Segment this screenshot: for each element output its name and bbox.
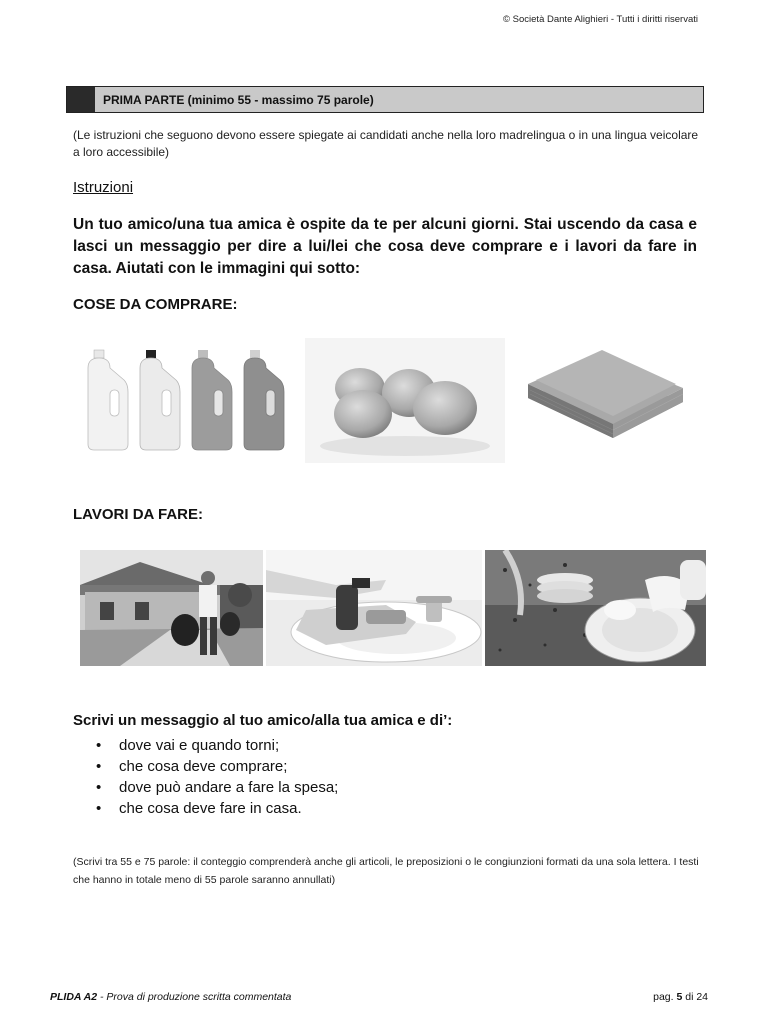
word-count-note: (Scrivi tra 55 e 75 parole: il conteggio comprenderà anche gli articoli, le preposizioni o le congiunzioni formati da una sola lettera. I testi che hanno in totale meno di 55 parole saranno annullati) <box>73 856 699 886</box>
exam-subtitle: - Prova di produzione scritta commentata <box>97 991 292 1003</box>
list-item: • che cosa deve comprare; <box>96 756 338 777</box>
section-header <box>66 86 704 113</box>
section-marker <box>67 87 95 112</box>
detergent-bottles-image <box>80 340 290 455</box>
list-item: • dove vai e quando torni; <box>96 735 338 756</box>
task-list <box>96 735 338 819</box>
task-prompt: Un tuo amico/una tua amica è ospite da te per alcuni giorni. Stai uscendo da casa e lasci un messaggio per dire a lui/lei che cosa deve comprare e i lavori da fare in casa. Aiutati con le immagini qui sotto: <box>73 216 697 277</box>
chores-heading: LAVORI DA FARE: <box>73 506 203 523</box>
copyright-notice: © Società Dante Alighieri - Tutti i diritti riservati <box>503 14 698 25</box>
list-item: • dove può andare a fare la spesa; <box>96 777 338 798</box>
instructions-label: Istruzioni <box>73 179 134 196</box>
exam-name: PLIDA A2 <box>50 991 98 1003</box>
footer-title <box>50 991 291 1003</box>
page-total: di 24 <box>682 991 708 1003</box>
trash-chore-image <box>80 550 263 666</box>
page-prefix: pag. <box>653 991 677 1003</box>
dishes-chore-image <box>485 550 706 666</box>
instructions-note: (Le istruzioni che seguono devono essere spiegate ai candidati anche nella loro madrelingua o in una lingua veicolare a loro accessibile) <box>73 128 699 159</box>
page-number <box>653 991 708 1003</box>
list-item: • che cosa deve fare in casa. <box>96 798 338 819</box>
shopping-heading: COSE DA COMPRARE: <box>73 296 238 313</box>
page-current: 5 <box>676 991 683 1003</box>
task-title: Scrivi un messaggio al tuo amico/alla tua amica e di’: <box>73 712 453 729</box>
eggs-image <box>305 338 505 463</box>
napkins-image <box>518 340 693 455</box>
section-title: PRIMA PARTE (minimo 55 - massimo 75 parole) <box>103 93 374 107</box>
cleaning-chore-image <box>266 550 482 666</box>
